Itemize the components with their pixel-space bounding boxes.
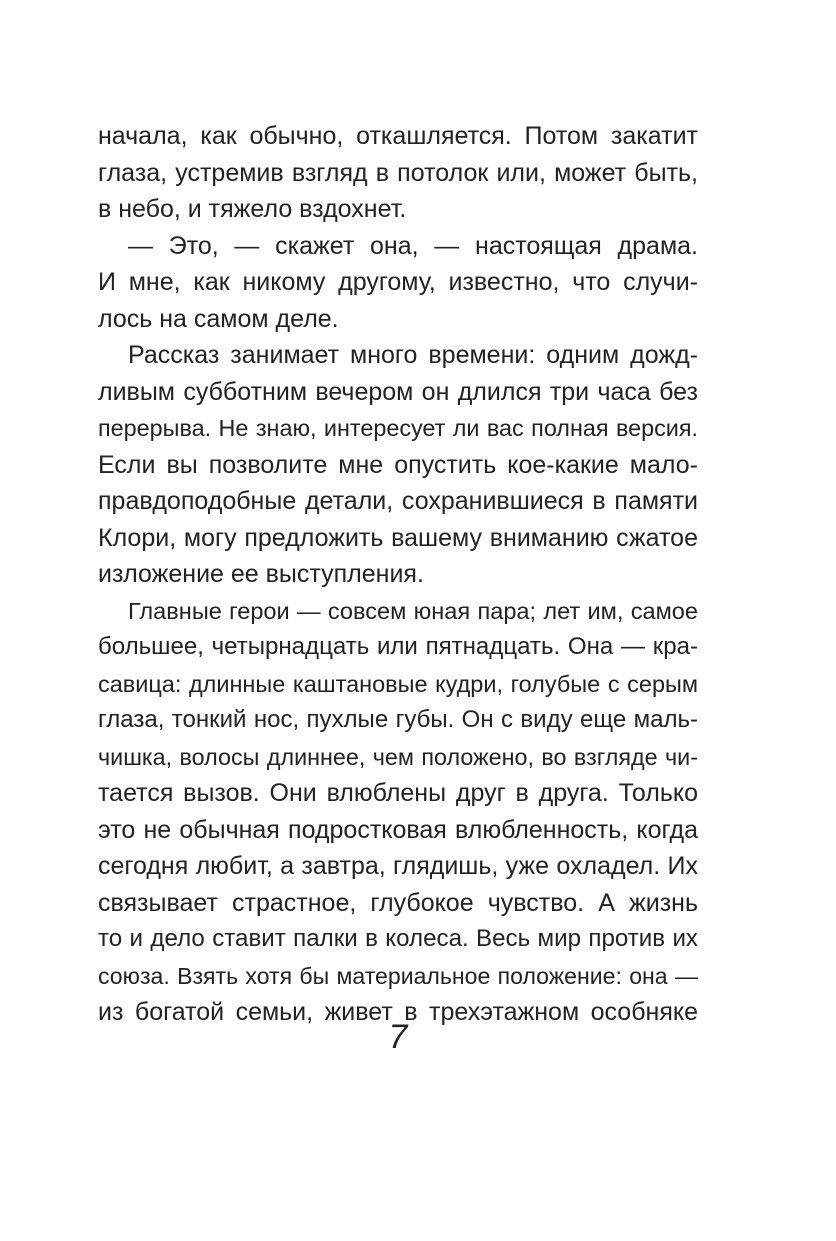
text-line: правдоподобные детали, сохранившиеся в памяти bbox=[98, 487, 698, 515]
text-line: ливым субботним вечером он длился три часа без bbox=[98, 377, 698, 406]
text-line: Если вы позволите мне опустить кое-какие мало- bbox=[98, 450, 698, 479]
body-text bbox=[98, 118, 698, 1031]
text-line: сегодня любит, а завтра, глядишь, уже охладел. Их bbox=[98, 852, 698, 880]
text-line: чишка, волосы длиннее, чем положено, во взгляде чи- bbox=[98, 743, 698, 770]
text-line: Рассказ занимает много времени: одним дожд- bbox=[128, 341, 698, 369]
text-line: то и дело ставит палки в колеса. Весь мир против их bbox=[98, 925, 698, 952]
text-line: Главные герои — совсем юная пара; лет им, самое bbox=[128, 597, 698, 624]
text-line: тается вызов. Они влюблены друг в друга. Только bbox=[98, 779, 698, 807]
text-line: в небо, и тяжело вздохнет. bbox=[98, 195, 407, 223]
text-line: лось на самом деле. bbox=[98, 304, 339, 333]
page-number: 7 bbox=[388, 1018, 408, 1056]
text-line: это не обычная подростковая влюбленность, когда bbox=[98, 815, 698, 844]
text-line: Клори, могу предложить вашему вниманию сжатое bbox=[98, 523, 698, 552]
text-line: — Это, — скажет она, — настоящая драма. bbox=[128, 231, 698, 260]
text-line: И мне, как никому другому, известно, что случи- bbox=[98, 268, 698, 296]
text-line: глаза, тонкий нос, пухлые губы. Он с виду еще маль- bbox=[98, 706, 698, 733]
text-line: глаза, устремив взгляд в потолок или, может быть, bbox=[98, 158, 698, 187]
text-line: союза. Взять хотя бы материальное положение: она — bbox=[98, 962, 698, 989]
text-line: большее, четырнадцать или пятнадцать. Она — кра- bbox=[98, 633, 698, 660]
text-line: связывает страстное, глубокое чувство. А жизнь bbox=[98, 888, 698, 917]
text-line: из богатой семьи, живет в трехэтажном особняке bbox=[98, 998, 698, 1026]
text-line: начала, как обычно, откашляется. Потом закатит bbox=[98, 122, 698, 150]
text-line: изложение ее выступления. bbox=[98, 560, 424, 588]
text-line: савица: длинные каштановые кудри, голубые с серым bbox=[98, 670, 698, 697]
text-line: перерыва. Не знаю, интересует ли вас полная версия. bbox=[98, 415, 698, 441]
